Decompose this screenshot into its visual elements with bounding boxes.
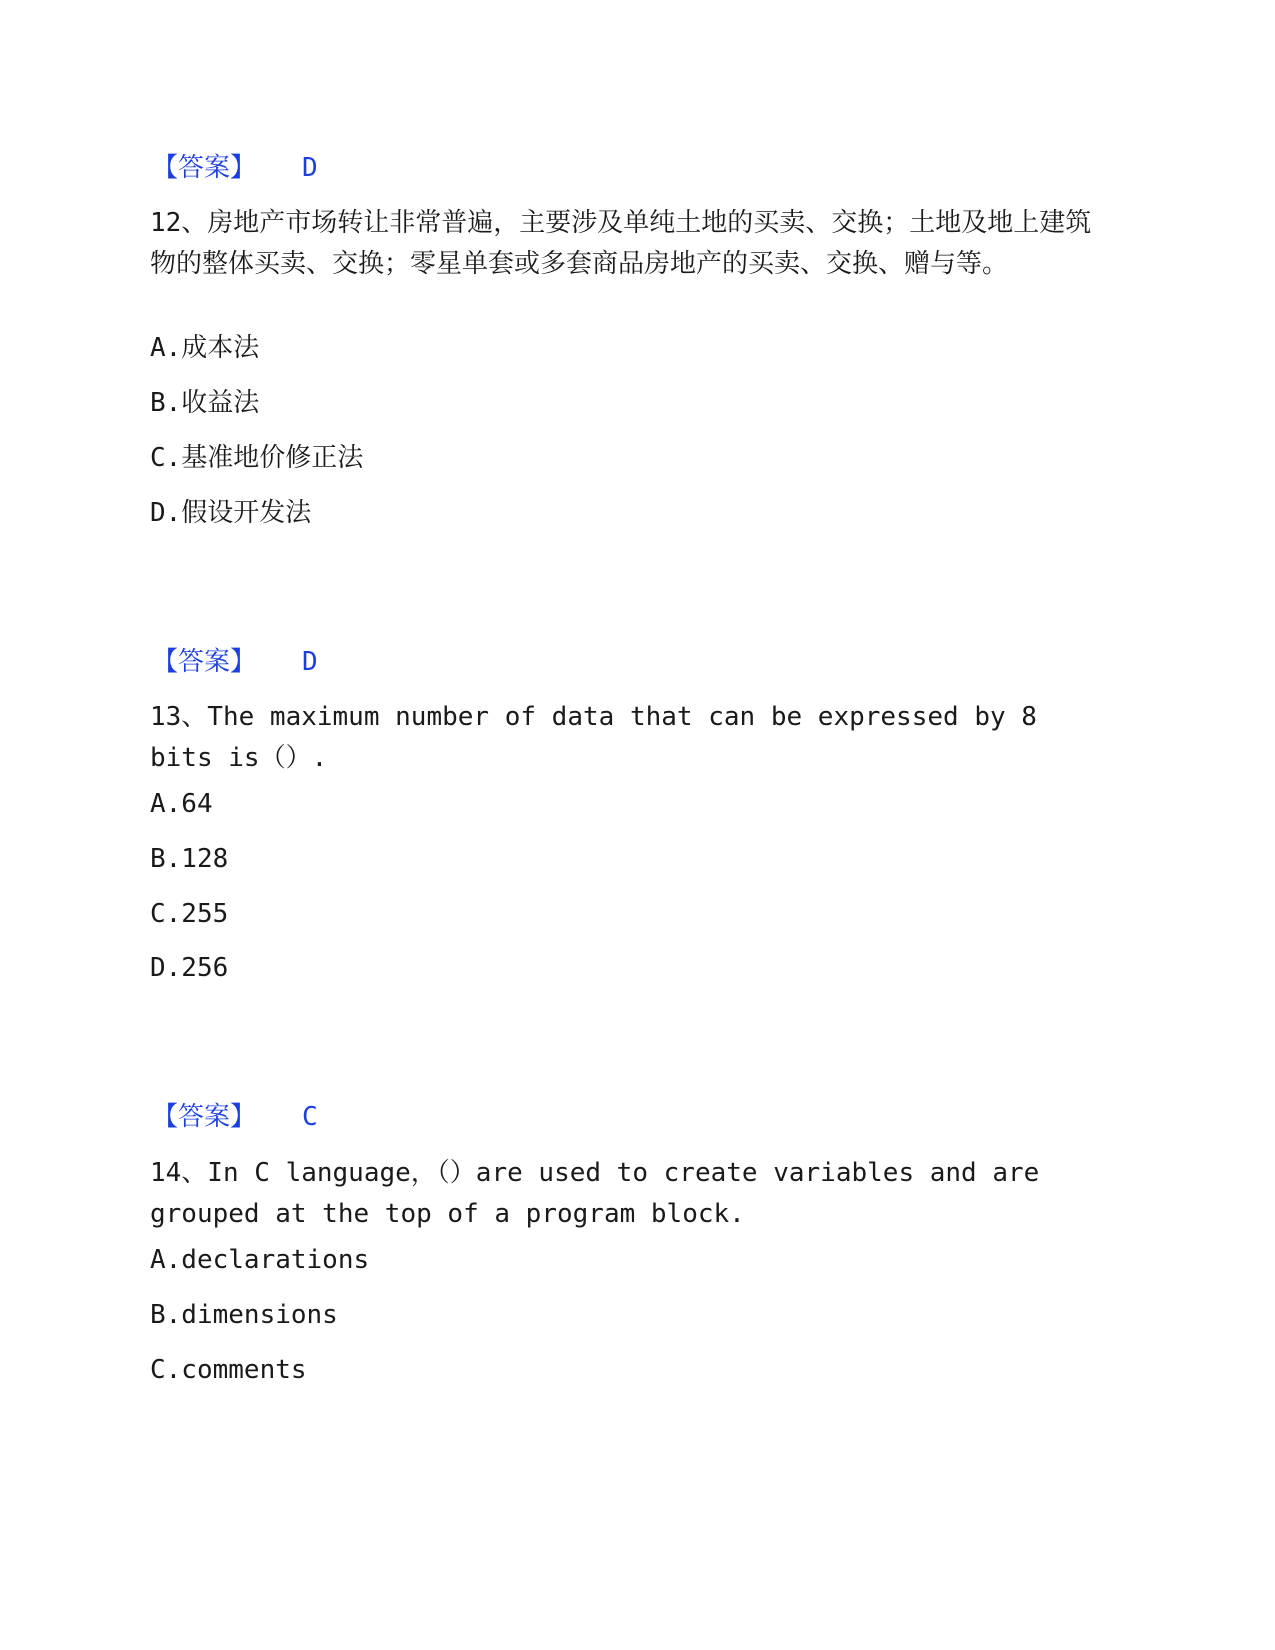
option-a: A.成本法	[150, 333, 260, 363]
answer-line	[152, 645, 318, 679]
option-d: D.256	[150, 953, 229, 983]
option-b: B.dimensions	[150, 1300, 338, 1330]
question-text: 14、In C language，（）are used to create variables and are grouped at the top of a program block.	[150, 1158, 1040, 1229]
answer-label: 【答案】	[152, 153, 257, 183]
option-c: C.255	[150, 899, 229, 929]
question-text: 13、The maximum number of data that can be expressed by 8 bits is（）.	[150, 702, 1037, 773]
answer-label: 【答案】	[152, 1102, 257, 1132]
option-d: D.假设开发法	[150, 498, 312, 528]
option-b: B.128	[150, 844, 229, 874]
option-a: A.64	[150, 789, 213, 819]
question-text: 12、房地产市场转让非常普遍，主要涉及单纯土地的买卖、交换；土地及地上建筑物的整体买卖、交换；零星单套或多套商品房地产的买卖、交换、赠与等。	[150, 208, 1092, 279]
answer-value: C	[302, 1102, 318, 1132]
option-a: A.declarations	[150, 1245, 370, 1275]
option-c: C.comments	[150, 1355, 307, 1385]
option-b: B.收益法	[150, 388, 260, 418]
option-c: C.基准地价修正法	[150, 443, 364, 473]
answer-label: 【答案】	[152, 647, 257, 677]
answer-line	[152, 1100, 318, 1134]
answer-value: D	[302, 647, 318, 677]
answer-line	[152, 151, 318, 185]
answer-value: D	[302, 153, 318, 183]
